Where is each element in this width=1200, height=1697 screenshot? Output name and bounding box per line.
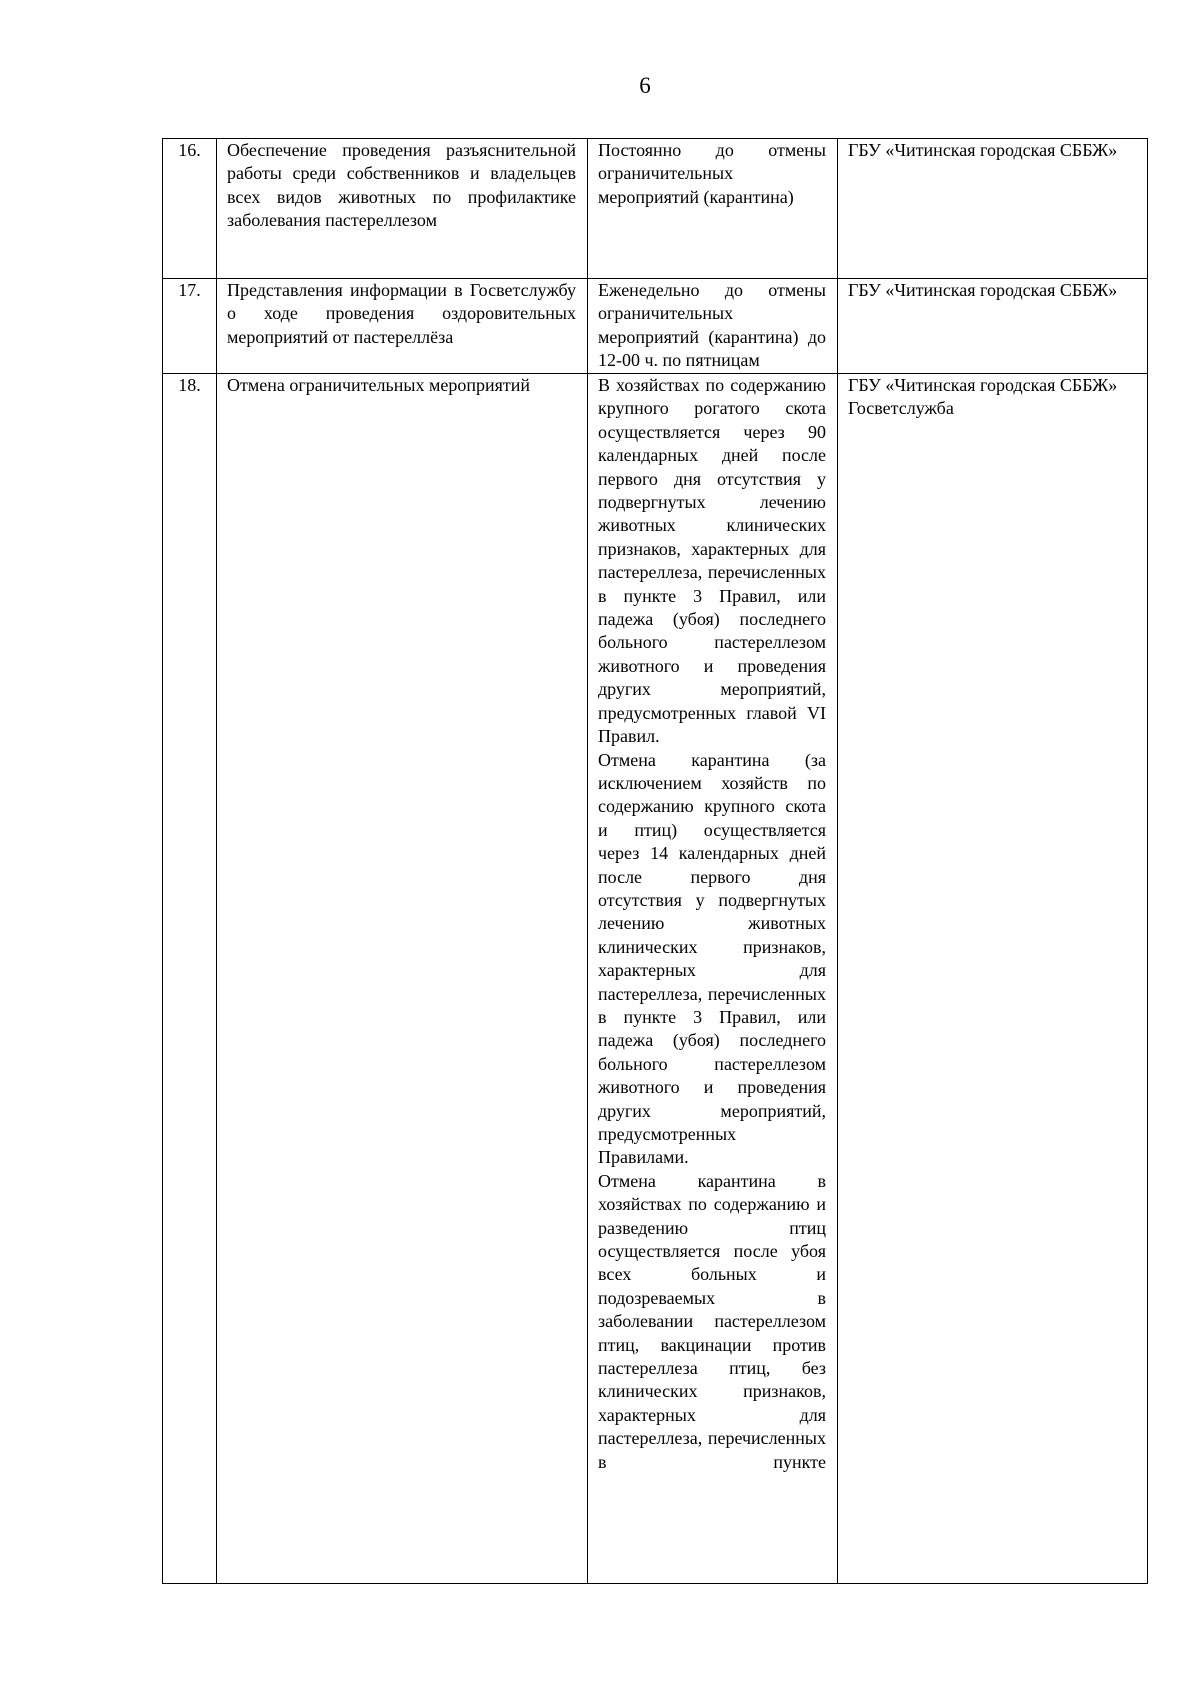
responsible-line: Госветслужба [848, 398, 954, 419]
measures-table [162, 138, 1148, 1584]
responsible-cell: ГБУ «Читинская городская СББЖ» [838, 139, 1148, 279]
deadline-cell [588, 374, 838, 1584]
responsible-line: ГБУ «Читинская городская СББЖ» [848, 375, 1118, 395]
deadline-cell: Еженедельно до отмены ограничительных мероприятий (карантина) до 12-00 ч. по пятницам [588, 279, 838, 374]
row-number: 16. [163, 139, 217, 279]
responsible-cell: ГБУ «Читинская городская СББЖ» [838, 279, 1148, 374]
row-number: 17. [163, 279, 217, 374]
measure-cell: Отмена ограничительных мероприятий [217, 374, 588, 1584]
responsible-cell [838, 374, 1148, 1584]
row-number: 18. [163, 374, 217, 1584]
measure-cell: Обеспечение проведения разъяснительной работы среди собственников и владельцев всех видов животных по профилактике заболевания пастереллезом [217, 139, 588, 279]
measure-cell: Представления информации в Госветслужбу о ходе проведения оздоровительных мероприятий от пастереллёза [217, 279, 588, 374]
table-row [163, 374, 1148, 1584]
table-row [163, 279, 1148, 374]
deadline-cell: Постоянно до отмены ограничительных мероприятий (карантина) [588, 139, 838, 279]
deadline-paragraph: В хозяйствах по содержанию крупного рогатого скота осуществляется через 90 календарных дней после первого дня отсутствия у подвергнутых лечению животных клинических признаков, характерных для пастереллеза, перечисленных в пункте 3 Правил, или падежа (убоя) последнего больного пастереллезом животного и проведения других мероприятий, предусмотренных главой VI Правил. [598, 375, 826, 747]
table-row [163, 139, 1148, 279]
deadline-paragraph: Отмена карантина (за исключением хозяйств по содержанию крупного скота и птиц) осуществляется через 14 календарных дней после первого дня отсутствия у подвергнутых лечению животных клинических признаков, характерных для пастереллеза, перечисленных в пункте 3 Правил, или падежа (убоя) последнего больного пастереллезом животного и проведения других мероприятий, предусмотренных Правилами. [598, 749, 826, 1168]
page-number: 6 [639, 73, 651, 98]
deadline-paragraph: Отмена карантина в хозяйствах по содержанию и разведению птиц осуществляется после убоя всех больных и подозреваемых в заболевании пастереллезом птиц, вакцинации против пастереллеза птиц, без клинических признаков, характерных для пастереллеза, перечисленных в пункте [598, 1170, 826, 1472]
